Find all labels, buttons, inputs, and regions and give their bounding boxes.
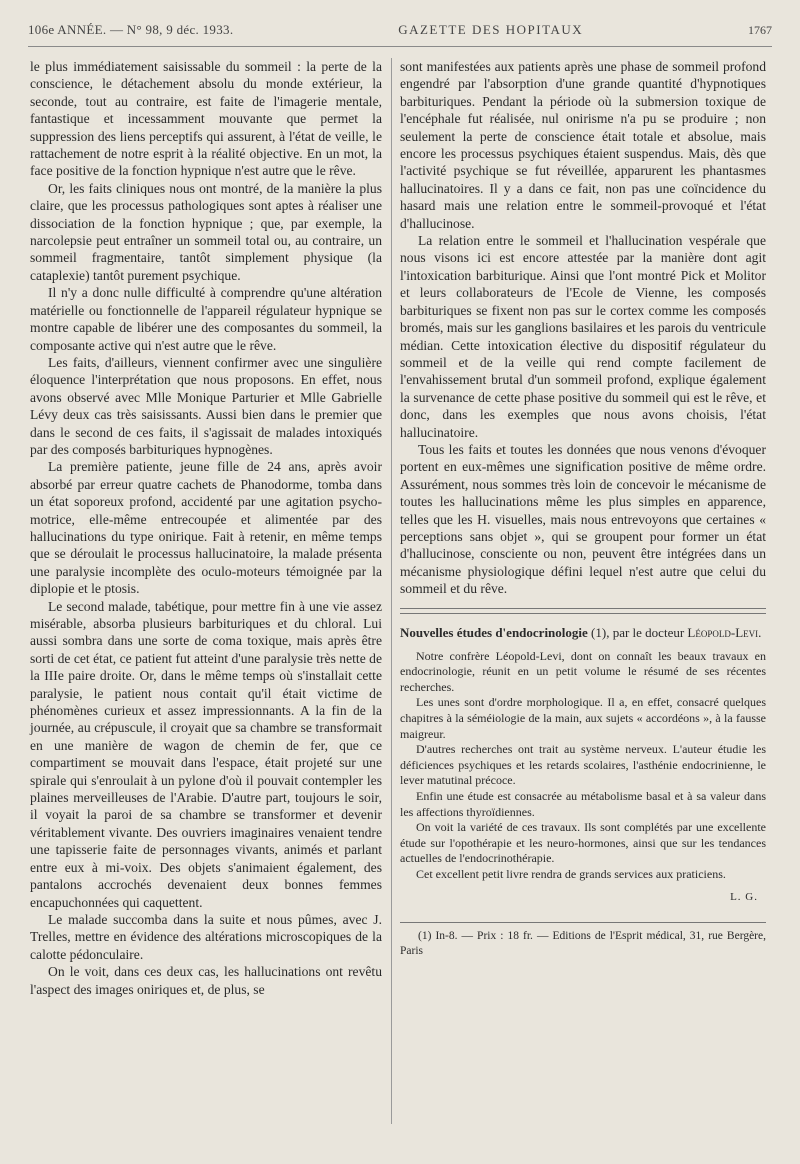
review-paragraph: Enfin une étude est consacrée au métabolisme basal et à sa valeur dans les affections thyroïdiennes.	[400, 788, 766, 819]
paragraph: le plus immédiatement saisissable du sommeil : la perte de la conscience, le détachement absolu du monde extérieur, la seconde, tout au contraire, est faite de l'imagerie mentale, fantastique et incessamment mouvante que permet la suppression des liens perceptifs qui assurent, à l'état de veille, le rattachement de notre esprit à la réalité objective. En un mot, la face positive de la fonction hypnique n'est autre que le rêve.	[30, 59, 382, 179]
issue-info: 106e ANNÉE. — N° 98, 9 déc. 1933.	[28, 22, 234, 37]
review-by: par le docteur	[612, 624, 685, 640]
review-title: Nouvelles études d'endocrinologie	[400, 624, 588, 640]
paragraph: sont manifestées aux patients après une phase de sommeil profond engendré par l'absorption d'une grande quantité d'hypnotiques barbituriques. Pendant la période où la submersion toxique de l'encéphale fut réalisée, nul onirisme n'a pu se produire ; non seulement la perte de conscience était totale et absolue, mais encore les processus psychiques étaient suspendus. Mais, dès que l'activité psychique se fut réveillée, apparurent les phantasmes hallucinatoires. Il y a dans ce fait, non pas une coïncidence du hasard mais une relation entre le sommeil-provoqué et l'état d'hallucinose.	[400, 59, 766, 231]
review-paragraph: Notre confrère Léopold-Levi, dont on connaît les beaux travaux en endocrinologie, réunit en un petit volume le résumé de ses récentes recherches.	[400, 648, 766, 694]
right-column	[400, 58, 766, 1144]
section-separator	[400, 608, 766, 614]
paragraph: Tous les faits et toutes les données que nous venons d'évoquer portent en eux-mêmes une signification positive de même ordre. Assurément, nous sommes très loin de concevoir le mécanisme de toutes les hallucinations même les plus simples en apparence, telles que les H. visuelles, mais nous entrevoyons que certaines « perceptions sans objet », qui se groupent pour former un état d'hallucinose, consciente ou non, peuvent être intégrées dans un mécanisme physiologique défini lequel n'est autre que celui du sommeil et du rêve.	[400, 441, 766, 597]
column-divider	[391, 58, 392, 1124]
paragraph: Le second malade, tabétique, pour mettre fin à une vie assez misérable, absorba plusieurs barbituriques et du chloral. Lui aussi sombra dans une sorte de coma toxique, mais après être sorti de cet état, ce patient fut atteint d'une paralysie très nette de la IIIe paire droite. Or, dans le même temps où s'installait cette paralysie, le patient nous contait qu'il était victime de phénomènes curieux et assez impressionnants. A la fin de la journée, au crépuscule, il croyait que sa chambre se transformait en une manière de wagon de chemin de fer, que ce compartiment se mouvait dans l'espace, était projeté sur une spirale qui s'enroulait à un pylone d'où il pouvait contempler les plaines merveilleuses de l'Arabie. D'autre part, toujours le soir, il voyait la paroi de sa chambre se transformer et devenir véritablement vivante. Des ouvriers imaginaires venaient tendre une tapisserie faite de personnages vivants, animés et parlant entre eux à mi-voix. Des objets s'animaient également, des pantalons accrochés devenaient deux bonnes femmes encapuchonnées qui caquettent.	[30, 598, 382, 910]
paragraph: Il n'y a donc nulle difficulté à comprendre qu'une altération matérielle ou fonctionnelle de l'appareil régulateur hypnique se montre capable de libérer une des composantes du sommeil, la composante active qui n'est autre que le rêve.	[30, 285, 382, 353]
review-paragraph: D'autres recherches ont trait au système nerveux. L'auteur étudie les déficiences psychiques et les retards scolaires, l'asthénie endocrinienne, le lever matutinal précoce.	[400, 742, 766, 788]
review-heading	[400, 624, 766, 641]
book-review	[400, 624, 766, 906]
journal-title: GAZETTE DES HOPITAUX	[398, 22, 584, 37]
paragraph: Or, les faits cliniques nous ont montré, de la manière la plus claire, que les processus pathologiques sont aptes à réaliser une dissociation de la fonction hypnique ; que, par exemple, la narcolepsie peut entraîner un sommeil total ou, au contraire, un sommeil fragmentaire, tantôt simplement physique (la cataplexie) tantôt purement psychique.	[30, 180, 382, 283]
paragraph: La relation entre le sommeil et l'hallucination vespérale que nous visons ici est encore attestée par la manière dont agit l'intoxication barbiturique. Ainsi que l'ont montré Pick et Molitor et leurs collaborateurs de l'Ecole de Vienne, les composés barbituriques se fixent non pas sur le cortex comme les composés bromés, mais sur les ganglions basilaires et les parois du ventricule médian. Cette intoxication élective du dispositif régulateur du sommeil et de la veille qui rend compte facilement de l'envahissement brutal d'un sommeil profond, explique également la survenance de cette phase positive du sommeil qui est le rêve, et donc, dans les exemples que nous avons choisis, l'état hallucinatoire.	[400, 233, 766, 440]
left-column	[30, 58, 382, 1144]
review-paragraph: Cet excellent petit livre rendra de grands services aux praticiens.	[416, 866, 726, 881]
page-header	[28, 22, 772, 44]
footnote: (1) In-8. — Prix : 18 fr. — Editions de l'Esprit médical, 31, rue Bergère, Paris	[400, 929, 766, 957]
review-author: Léopold-Levi.	[687, 624, 762, 640]
review-paragraph: Les unes sont d'ordre morphologique. Il a, en effet, consacré quelques chapitres à la séméiologie de la main, aux sujets « accordéons », à la fausse maigreur.	[400, 695, 766, 741]
footnote-rule	[400, 922, 766, 923]
review-paragraph: On voit la variété de ces travaux. Ils sont complétés par une excellente étude sur l'opothérapie et les neuro-hormones, ainsi que sur les tendances actuelles de l'endocrinothérapie.	[400, 820, 766, 866]
footnote-ref: (1),	[591, 624, 610, 640]
page-number: 1767	[748, 23, 772, 37]
paragraph: On le voit, dans ces deux cas, les hallucinations ont revêtu l'aspect des images oniriques et, de plus, se	[30, 964, 382, 997]
paragraph: Les faits, d'ailleurs, viennent confirmer avec une singulière éloquence l'interprétation que nous proposons. En effet, nous avons observé avec Mlle Monique Parturier et Mlle Gabrielle Lévy deux cas très saisissants. Aussi bien dans le premier que dans le second de ces faits, il s'agissait de malades intoxiqués par des composés barbituriques hypnogènes.	[30, 354, 382, 457]
review-signature: L. G.	[730, 890, 758, 903]
paragraph: La première patiente, jeune fille de 24 ans, après avoir absorbé par erreur quatre cachets de Phanodorme, tomba dans un état soporeux profond, accidenté par une agitation psycho-motrice, elle-même entrecoupée et alimentée par des hallucinations du type onirique. Fait à retenir, en même temps que se déroulait le processus hallucinatoire, la malade présenta une paralysie incomplète des oculo-moteurs témoignée par la diplopie et le ptosis.	[30, 459, 382, 597]
header-rule	[28, 46, 772, 47]
paragraph: Le malade succomba dans la suite et nous pûmes, avec J. Trelles, mettre en évidence des altérations microscopiques de la calotte pédonculaire.	[30, 911, 382, 962]
